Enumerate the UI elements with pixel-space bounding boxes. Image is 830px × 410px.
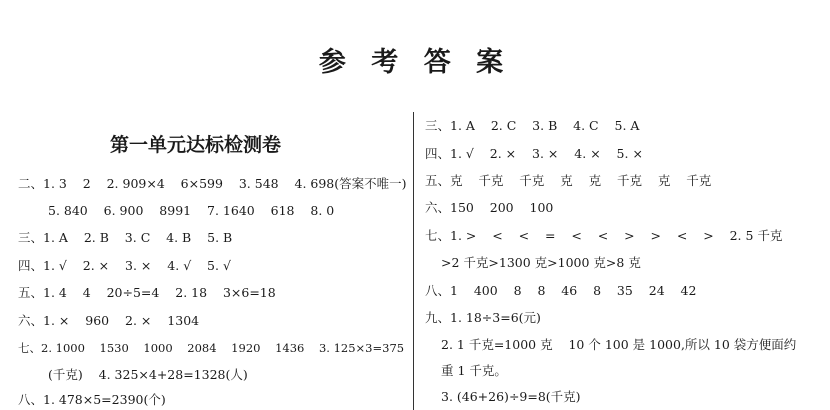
column-divider <box>413 112 414 410</box>
page-title: 参 考 答 案 <box>318 47 512 78</box>
answer-line: 六、150 200 100 <box>425 200 554 215</box>
answer-line: 四、1. √ 2. × 3. × 4. √ 5. √ <box>18 258 231 273</box>
answer-line: 三、1. A 2. C 3. B 4. C 5. A <box>425 118 640 133</box>
answer-line: 七、1. > < < = < < > > < > 2. 5 千克 <box>425 228 783 243</box>
answer-line: 三、1. A 2. B 3. C 4. B 5. B <box>18 230 233 245</box>
answer-line: 2. 1 千克=1000 克 10 个 100 是 1000,所以 10 袋方便面约 <box>441 337 797 352</box>
answer-line: 六、1. × 960 2. × 1304 <box>18 313 200 328</box>
answer-line: 五、克 千克 千克 克 克 千克 克 千克 <box>425 173 712 188</box>
answer-line: 3. (46+26)÷9=8(千克) <box>441 389 581 404</box>
answer-line: 5. 840 6. 900 8991 7. 1640 618 8. 0 <box>48 203 335 218</box>
answer-line: 四、1. √ 2. × 3. × 4. × 5. × <box>425 146 643 161</box>
answer-line: 二、1. 3 2 2. 909×4 6×599 3. 548 4. 698(答案不唯一) <box>18 176 407 191</box>
answer-line: 九、1. 18÷3=6(元) <box>425 310 541 325</box>
answer-line: (千克) 4. 325×4+28=1328(人) <box>48 367 248 382</box>
answer-line: 重 1 千克。 <box>441 363 507 378</box>
section-heading: 第一单元达标检测卷 <box>110 134 282 156</box>
answer-line: 八、1 400 8 8 46 8 35 24 42 <box>425 283 697 298</box>
answer-line: >2 千克>1300 克>1000 克>8 克 <box>441 255 641 270</box>
answer-line: 七、2. 1000 1530 1000 2084 1920 1436 3. 125×3=375 <box>18 341 405 355</box>
answer-line: 五、1. 4 4 20÷5=4 2. 18 3×6=18 <box>18 285 276 300</box>
answer-line: 八、1. 478×5=2390(个) <box>18 392 166 407</box>
